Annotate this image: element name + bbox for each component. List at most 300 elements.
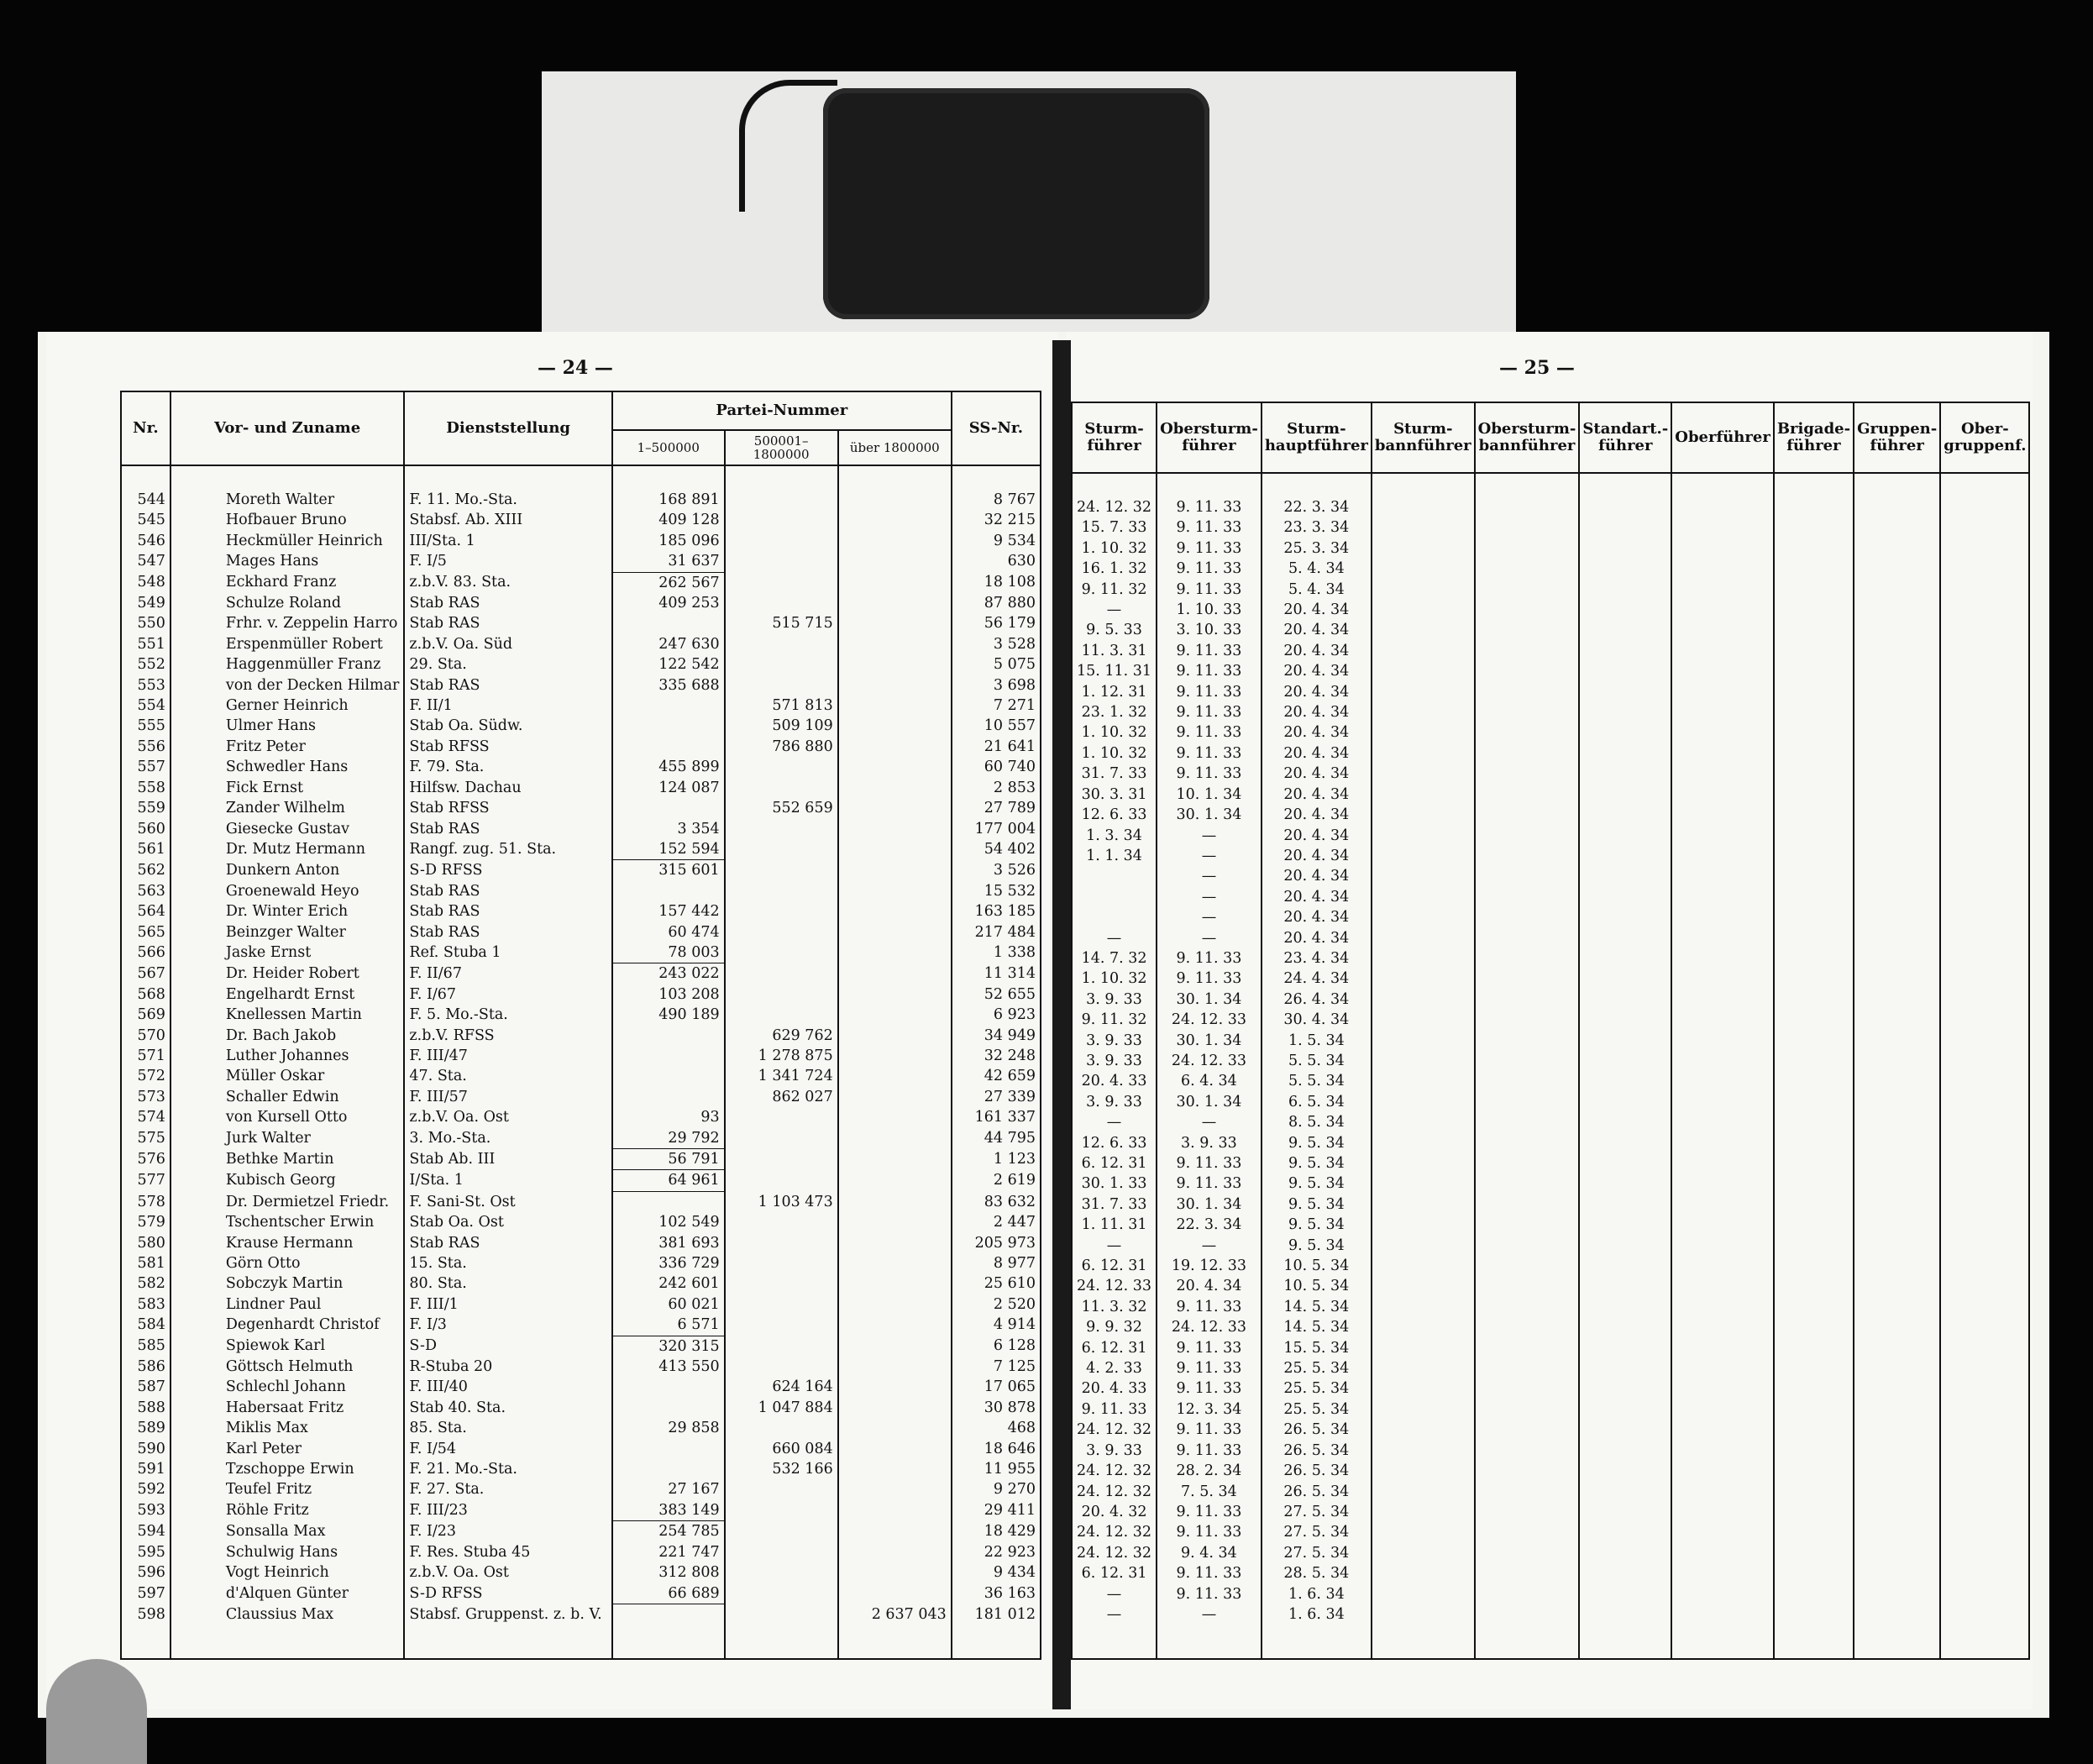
table-row	[121, 737, 1041, 757]
table-row	[1072, 641, 2029, 661]
cell-empty	[1854, 1317, 1940, 1337]
cell-ostf: 30. 1. 34	[1157, 805, 1262, 825]
cell-empty	[1579, 538, 1671, 559]
table-row	[121, 963, 1041, 984]
cell-empty	[1475, 682, 1580, 702]
cell-p2: 532 166	[725, 1459, 838, 1479]
cell-ss: 3 528	[952, 634, 1041, 654]
cell-p3: 2 637 043	[838, 1604, 952, 1625]
cell-name: Groenewald Heyo	[170, 881, 405, 901]
cell-empty	[1940, 1461, 2029, 1481]
cell-sthf: 20. 4. 34	[1262, 907, 1372, 927]
table-row	[121, 716, 1041, 736]
cell-empty	[1372, 1522, 1475, 1542]
cell-p3	[838, 1479, 952, 1499]
cell-stf: 12. 6. 33	[1072, 805, 1157, 825]
cell-ss: 87 880	[952, 593, 1041, 613]
cell-empty	[1671, 580, 1774, 600]
cell-empty	[1579, 1399, 1671, 1420]
cell-empty	[1372, 1215, 1475, 1235]
cell-ostf: 1. 10. 33	[1157, 600, 1262, 620]
cell-empty	[1475, 907, 1580, 927]
cell-p3	[838, 1046, 952, 1066]
cell-stf: 1. 10. 32	[1072, 969, 1157, 989]
cell-sthf: 20. 4. 34	[1262, 620, 1372, 640]
cell-stf: 24. 12. 32	[1072, 497, 1157, 517]
header-dienststellung: Dienststellung	[404, 391, 611, 465]
cell-dienst: F. I/5	[404, 551, 611, 572]
cell-p3	[838, 696, 952, 716]
cell-empty	[1940, 661, 2029, 681]
cell-stf: 3. 9. 33	[1072, 1051, 1157, 1071]
cell-empty	[1671, 1276, 1774, 1296]
cell-name: Schwedler Hans	[170, 757, 405, 777]
cell-empty	[1940, 1112, 2029, 1132]
cell-empty	[838, 1625, 952, 1659]
cell-empty	[1671, 641, 1774, 661]
cell-name: Sonsalla Max	[170, 1521, 405, 1542]
cell-ss: 630	[952, 551, 1041, 572]
cell-empty	[1579, 1276, 1671, 1296]
table-row	[121, 1357, 1041, 1377]
cell-empty	[1940, 764, 2029, 784]
cell-empty	[1579, 846, 1671, 866]
cell-empty	[1854, 1153, 1940, 1173]
cell-empty	[1854, 682, 1940, 702]
cell-name: Dunkern Anton	[170, 860, 405, 881]
cell-empty	[1940, 1092, 2029, 1112]
cell-empty	[1579, 497, 1671, 517]
table-row	[121, 551, 1041, 572]
cell-name: Jaske Ernst	[170, 942, 405, 963]
table-row	[121, 1087, 1041, 1107]
cell-nr: 550	[121, 613, 170, 633]
cell-ss: 2 520	[952, 1294, 1041, 1315]
cell-ostf: 9. 11. 33	[1157, 702, 1262, 722]
cell-empty	[1579, 785, 1671, 805]
cell-name: Krause Hermann	[170, 1233, 405, 1253]
cell-p1: 157 442	[612, 901, 725, 921]
cell-dienst: z.b.V. 83. Sta.	[404, 572, 611, 593]
right-page-number: — 25 —	[1499, 357, 1575, 379]
cell-stf: 9. 11. 32	[1072, 580, 1157, 600]
cell-sthf: 26. 5. 34	[1262, 1461, 1372, 1481]
cell-ostf: 10. 1. 34	[1157, 785, 1262, 805]
cell-stf: 24. 12. 32	[1072, 1543, 1157, 1563]
cell-empty	[1372, 1563, 1475, 1583]
cell-p3	[838, 634, 952, 654]
cell-name: Moreth Walter	[170, 490, 405, 510]
cell-p3	[838, 1066, 952, 1086]
cell-nr: 582	[121, 1273, 170, 1294]
cell-empty	[1671, 907, 1774, 927]
cell-empty	[1579, 948, 1671, 969]
table-row	[1072, 990, 2029, 1010]
cell-sthf: 20. 4. 34	[1262, 785, 1372, 805]
cell-p3	[838, 1149, 952, 1170]
header-name: Vor- und Zuname	[170, 391, 405, 465]
cell-empty	[1475, 702, 1580, 722]
cell-empty	[1854, 1584, 1940, 1604]
cell-empty	[1940, 1010, 2029, 1030]
table-row	[1072, 826, 2029, 846]
cell-empty	[1579, 907, 1671, 927]
cell-empty	[1579, 1297, 1671, 1317]
cell-empty	[1475, 1215, 1580, 1235]
cell-dienst: Stab Oa. Südw.	[404, 716, 611, 736]
cell-p1: 312 808	[612, 1562, 725, 1583]
header-ss-nr: SS-Nr.	[952, 391, 1041, 465]
cell-ss: 468	[952, 1418, 1041, 1438]
table-row	[1072, 969, 2029, 989]
cell-name: von der Decken Hilmar	[170, 675, 405, 696]
cell-p3	[838, 1459, 952, 1479]
cell-empty	[1579, 1317, 1671, 1337]
cell-p1: 66 689	[612, 1583, 725, 1604]
cell-empty	[1774, 1112, 1854, 1132]
cell-ostf: 24. 12. 33	[1157, 1051, 1262, 1071]
cell-ostf: 9. 11. 33	[1157, 1420, 1262, 1440]
cell-stf: 14. 7. 32	[1072, 948, 1157, 969]
cell-empty	[1940, 559, 2029, 579]
cell-empty	[1475, 1194, 1580, 1215]
cell-sthf: 20. 4. 34	[1262, 866, 1372, 886]
cell-empty	[1854, 1420, 1940, 1440]
cell-p1: 122 542	[612, 654, 725, 675]
cell-empty	[1372, 538, 1475, 559]
cell-empty	[1671, 1399, 1774, 1420]
cell-empty	[1854, 517, 1940, 538]
cell-p2	[725, 510, 838, 530]
table-row	[121, 1377, 1041, 1397]
cell-dienst: R-Stuba 20	[404, 1357, 611, 1377]
cell-empty	[1671, 969, 1774, 989]
cell-stf: 11. 3. 32	[1072, 1297, 1157, 1317]
table-row	[1072, 1215, 2029, 1235]
cell-empty	[1774, 1461, 1854, 1481]
cell-sthf: 20. 4. 34	[1262, 805, 1372, 825]
cell-empty	[1475, 1399, 1580, 1420]
cell-ostf: 19. 12. 33	[1157, 1256, 1262, 1276]
table-row	[121, 1418, 1041, 1438]
cell-empty	[1372, 1461, 1475, 1481]
cell-p1: 124 087	[612, 778, 725, 798]
cell-empty	[1774, 990, 1854, 1010]
cell-name: Lindner Paul	[170, 1294, 405, 1315]
cell-empty	[1854, 1112, 1940, 1132]
cell-p3	[838, 1212, 952, 1232]
cell-p2: 629 762	[725, 1026, 838, 1046]
cell-p3	[838, 531, 952, 551]
cell-stf: 23. 1. 32	[1072, 702, 1157, 722]
cell-sthf: 20. 4. 34	[1262, 764, 1372, 784]
cell-empty	[1774, 866, 1854, 886]
cell-dienst: Stabsf. Gruppenst. z. b. V.	[404, 1604, 611, 1625]
cell-p2	[725, 1253, 838, 1273]
cell-empty	[1579, 1071, 1671, 1091]
table-row	[121, 1107, 1041, 1127]
cell-sthf: 20. 4. 34	[1262, 682, 1372, 702]
cell-sthf: 15. 5. 34	[1262, 1338, 1372, 1358]
table-row	[121, 922, 1041, 942]
cell-empty	[1774, 1051, 1854, 1071]
cell-empty	[1579, 866, 1671, 886]
cell-p1: 315 601	[612, 860, 725, 881]
cell-empty	[1940, 948, 2029, 969]
cell-p1: 336 729	[612, 1253, 725, 1273]
cell-empty	[1372, 1625, 1475, 1659]
cell-sthf: 26. 5. 34	[1262, 1482, 1372, 1502]
cell-dienst: z.b.V. Oa. Ost	[404, 1107, 611, 1127]
table-row	[121, 490, 1041, 510]
cell-name: Spiewok Karl	[170, 1336, 405, 1357]
cell-name: Schaller Edwin	[170, 1087, 405, 1107]
cell-empty	[1774, 948, 1854, 969]
cell-p3	[838, 737, 952, 757]
cell-empty	[1475, 1173, 1580, 1194]
cell-empty	[1671, 538, 1774, 559]
cell-sthf: 20. 4. 34	[1262, 600, 1372, 620]
header-rank-8: Gruppen-führer	[1854, 402, 1940, 473]
cell-nr: 580	[121, 1233, 170, 1253]
cell-empty	[1671, 866, 1774, 886]
cell-dienst: 3. Mo.-Sta.	[404, 1128, 611, 1149]
cell-ostf: —	[1157, 1112, 1262, 1132]
cell-name: Schulze Roland	[170, 593, 405, 613]
cell-nr: 579	[121, 1212, 170, 1232]
cell-p2	[725, 1005, 838, 1025]
cell-empty	[1854, 1378, 1940, 1399]
table-row	[1072, 1420, 2029, 1440]
cell-ostf: 30. 1. 34	[1157, 1031, 1262, 1051]
cell-empty	[1579, 1051, 1671, 1071]
cell-name: Röhle Fritz	[170, 1500, 405, 1521]
cell-empty	[1372, 1358, 1475, 1378]
cell-name: Tzschoppe Erwin	[170, 1459, 405, 1479]
cell-empty	[1372, 866, 1475, 886]
cell-ss: 181 012	[952, 1604, 1041, 1625]
cell-empty	[1854, 1276, 1940, 1296]
cell-empty	[1579, 1358, 1671, 1378]
cell-empty	[1579, 1461, 1671, 1481]
cell-p3	[838, 819, 952, 839]
cell-p3	[838, 901, 952, 921]
cell-empty	[1940, 538, 2029, 559]
cell-ostf: 9. 11. 33	[1157, 743, 1262, 764]
cell-empty	[1372, 1502, 1475, 1522]
cell-p1: 64 961	[612, 1170, 725, 1191]
cell-sthf: 25. 3. 34	[1262, 538, 1372, 559]
table-row	[1072, 1358, 2029, 1378]
cell-nr: 569	[121, 1005, 170, 1025]
cell-empty	[1579, 1625, 1671, 1659]
cell-empty	[1940, 1297, 2029, 1317]
cell-empty	[1671, 682, 1774, 702]
cell-empty	[1671, 600, 1774, 620]
cell-p1: 221 747	[612, 1542, 725, 1562]
cell-empty	[1940, 743, 2029, 764]
cell-empty	[1774, 1297, 1854, 1317]
table-row	[121, 1562, 1041, 1583]
table-row	[121, 531, 1041, 551]
cell-sthf: 27. 5. 34	[1262, 1522, 1372, 1542]
table-row	[121, 839, 1041, 860]
cell-empty	[1372, 661, 1475, 681]
cell-sthf: 20. 4. 34	[1262, 887, 1372, 907]
cell-name: Fritz Peter	[170, 737, 405, 757]
table-row	[1072, 1112, 2029, 1132]
cell-empty	[1579, 517, 1671, 538]
cell-empty	[1774, 702, 1854, 722]
cell-p2: 1 103 473	[725, 1191, 838, 1212]
cell-p2	[725, 1521, 838, 1542]
table-row	[121, 1212, 1041, 1232]
cell-name: Jurk Walter	[170, 1128, 405, 1149]
cell-p1: 168 891	[612, 490, 725, 510]
cell-ostf: —	[1157, 846, 1262, 866]
cell-dienst: Stab RAS	[404, 675, 611, 696]
cell-name: Tschentscher Erwin	[170, 1212, 405, 1232]
cell-dienst: 47. Sta.	[404, 1066, 611, 1086]
cell-empty	[1940, 641, 2029, 661]
cell-dienst: F. III/57	[404, 1087, 611, 1107]
cell-ostf: 9. 11. 33	[1157, 1563, 1262, 1583]
cell-empty	[1475, 1604, 1580, 1625]
cell-dienst: I/Sta. 1	[404, 1170, 611, 1191]
cell-empty	[1671, 1256, 1774, 1276]
cell-dienst: F. I/23	[404, 1521, 611, 1542]
cell-empty	[1671, 805, 1774, 825]
table-row	[121, 1253, 1041, 1273]
cell-ostf: 6. 4. 34	[1157, 1071, 1262, 1091]
cell-nr: 597	[121, 1583, 170, 1604]
cell-dienst: F. III/23	[404, 1500, 611, 1521]
cell-empty	[1854, 1051, 1940, 1071]
cell-stf: 1. 3. 34	[1072, 826, 1157, 846]
cell-p2	[725, 1500, 838, 1521]
cell-empty	[1774, 600, 1854, 620]
table-row	[1072, 620, 2029, 640]
cell-empty	[1579, 641, 1671, 661]
cell-stf: 6. 12. 31	[1072, 1563, 1157, 1583]
cell-p1: 78 003	[612, 942, 725, 963]
cell-nr: 581	[121, 1253, 170, 1273]
cell-empty	[1475, 990, 1580, 1010]
cell-empty	[1940, 969, 2029, 989]
table-row	[121, 819, 1041, 839]
cell-empty	[1475, 1153, 1580, 1173]
table-row	[121, 1315, 1041, 1336]
cell-p2	[725, 1542, 838, 1562]
cell-empty	[1372, 580, 1475, 600]
table-row	[121, 1583, 1041, 1604]
cell-empty	[1579, 1031, 1671, 1051]
cell-p2	[725, 778, 838, 798]
cell-empty	[1372, 1071, 1475, 1091]
cell-sthf: 9. 5. 34	[1262, 1153, 1372, 1173]
cell-empty	[1579, 1236, 1671, 1256]
cell-sthf: 5. 5. 34	[1262, 1051, 1372, 1071]
cell-p3	[838, 839, 952, 860]
cell-stf: 30. 1. 33	[1072, 1173, 1157, 1194]
cell-name: Karl Peter	[170, 1439, 405, 1459]
cell-sthf: 20. 4. 34	[1262, 928, 1372, 948]
cell-ss: 10 557	[952, 716, 1041, 736]
cell-ostf: —	[1157, 826, 1262, 846]
cell-stf: 3. 9. 33	[1072, 1092, 1157, 1112]
cell-name: Knellessen Martin	[170, 1005, 405, 1025]
cell-p2	[725, 1357, 838, 1377]
cell-empty	[1475, 1112, 1580, 1132]
cell-empty	[1940, 1071, 2029, 1091]
cell-nr: 567	[121, 963, 170, 984]
table-row	[1072, 1563, 2029, 1583]
table-row	[121, 1233, 1041, 1253]
cell-empty	[1671, 1092, 1774, 1112]
cell-empty	[1671, 1297, 1774, 1317]
header-rank-7: Brigade-führer	[1774, 402, 1854, 473]
cell-empty	[1774, 1338, 1854, 1358]
cell-empty	[1774, 785, 1854, 805]
cell-name: Kubisch Georg	[170, 1170, 405, 1191]
cell-p3	[838, 675, 952, 696]
cell-empty	[1579, 743, 1671, 764]
cell-ostf: 9. 11. 33	[1157, 661, 1262, 681]
cell-name: Dr. Bach Jakob	[170, 1026, 405, 1046]
table-row	[1072, 1092, 2029, 1112]
cell-sthf: 25. 5. 34	[1262, 1378, 1372, 1399]
cell-ss: 4 914	[952, 1315, 1041, 1336]
cell-p3	[838, 963, 952, 984]
table-row	[1072, 907, 2029, 927]
cell-p1: 31 637	[612, 551, 725, 572]
table-row	[1072, 1441, 2029, 1461]
cell-stf: 9. 11. 33	[1072, 1399, 1157, 1420]
cell-empty	[1372, 702, 1475, 722]
cell-empty	[1671, 1563, 1774, 1583]
cell-nr: 558	[121, 778, 170, 798]
cell-p3	[838, 1191, 952, 1212]
cell-name: Müller Oskar	[170, 1066, 405, 1086]
header-partei-1: 1–500000	[612, 430, 725, 465]
cell-empty	[1774, 1194, 1854, 1215]
cell-sthf: 24. 4. 34	[1262, 969, 1372, 989]
cell-stf: 31. 7. 33	[1072, 1194, 1157, 1215]
cell-empty	[1475, 661, 1580, 681]
cell-ss: 30 878	[952, 1398, 1041, 1418]
cell-ostf: 9. 11. 33	[1157, 1173, 1262, 1194]
cell-ostf: 9. 11. 33	[1157, 969, 1262, 989]
cell-empty	[1475, 1276, 1580, 1296]
table-row	[121, 1149, 1041, 1170]
cell-empty	[1671, 1173, 1774, 1194]
cell-ostf: 30. 1. 34	[1157, 1092, 1262, 1112]
cell-empty	[1671, 887, 1774, 907]
cell-empty	[1579, 1194, 1671, 1215]
cell-nr: 572	[121, 1066, 170, 1086]
cell-empty	[1854, 722, 1940, 743]
cell-ostf: —	[1157, 907, 1262, 927]
cell-p3	[838, 1026, 952, 1046]
cell-name: Zander Wilhelm	[170, 798, 405, 818]
cell-p2	[725, 1212, 838, 1232]
cell-nr: 545	[121, 510, 170, 530]
cell-empty	[1579, 1133, 1671, 1153]
cell-p2	[725, 901, 838, 921]
header-rank-2: Sturm-hauptführer	[1262, 402, 1372, 473]
table-row	[1072, 1461, 2029, 1481]
cell-sthf: 9. 5. 34	[1262, 1173, 1372, 1194]
